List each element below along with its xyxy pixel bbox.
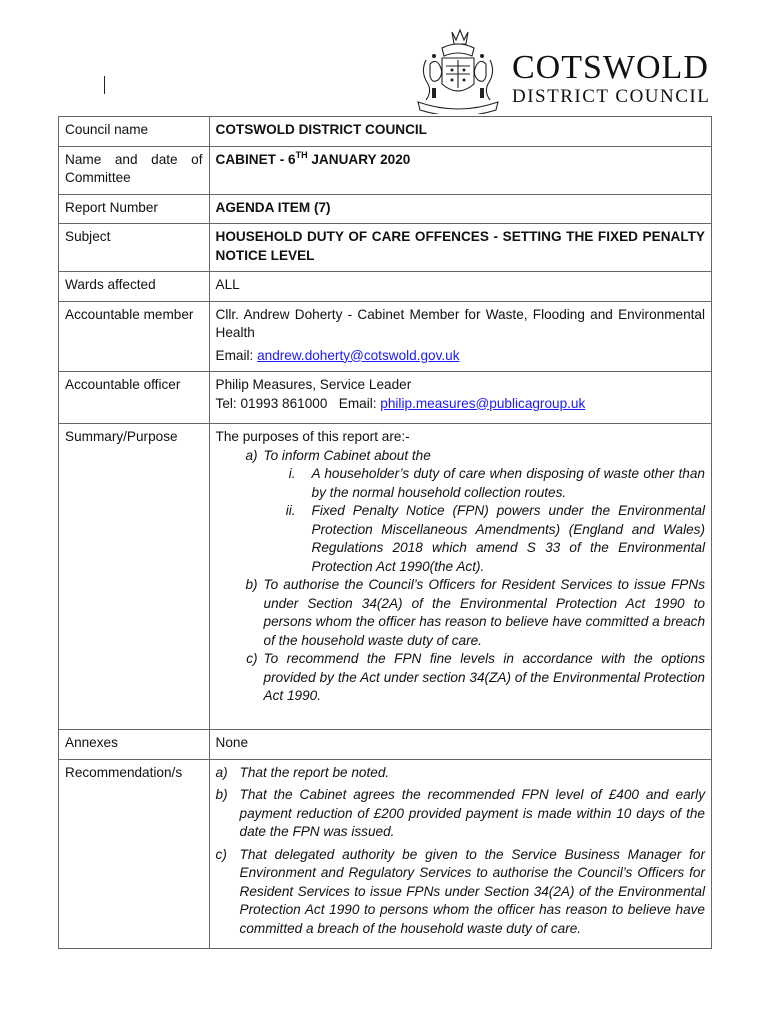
list-item <box>216 465 705 502</box>
table-row <box>59 224 712 272</box>
summary-intro: The purposes of this report are:- <box>215 429 410 444</box>
list-text: To authorise the Council’s Officers for Resident Services to issue FPNs under Section 34(2A) of the Environmental Protection Act 1990 to persons whom the officer has reason to believe have committed a breach of the household waste duty of care. <box>263 577 705 648</box>
accountable-officer-label: Accountable officer <box>59 372 210 424</box>
annexes-label: Annexes <box>59 730 210 760</box>
list-marker: c) <box>246 651 258 666</box>
date-suffix: TH <box>295 149 308 160</box>
list-item <box>216 447 705 466</box>
annexes-value: None <box>209 730 711 760</box>
table-row <box>59 301 712 372</box>
table-row <box>59 146 712 194</box>
list-item <box>216 502 705 576</box>
officer-contact-line <box>216 395 705 414</box>
list-item <box>216 576 705 650</box>
list-marker: a) <box>215 764 228 780</box>
list-marker: ii. <box>285 503 296 518</box>
list-text: That the report be noted. <box>239 764 390 780</box>
list-marker: i. <box>288 466 296 481</box>
report-number-label: Report Number <box>59 194 210 224</box>
table-row <box>59 117 712 147</box>
list-text: A householder’s duty of care when disposing of waste other than by the normal household collection routes. <box>311 466 705 500</box>
table-row <box>59 372 712 424</box>
list-marker: b) <box>215 787 228 802</box>
table-row <box>59 272 712 302</box>
wards-label: Wards affected <box>59 272 210 302</box>
recommendations-cell <box>209 759 711 949</box>
member-email-link[interactable]: andrew.doherty@cotswold.gov.uk <box>257 347 460 363</box>
list-text: Fixed Penalty Notice (FPN) powers under the Environmental Protection Miscellaneous Amendments) (England and Wales) Regulations 2018 which amend S 33 of the Environmental Protection Act 1990(the Act). <box>311 503 705 574</box>
subject-value: HOUSEHOLD DUTY OF CARE OFFENCES - SETTING THE FIXED PENALTY NOTICE LEVEL <box>209 224 711 272</box>
committee-label: Name and date of Committee <box>59 146 210 194</box>
subject-label: Subject <box>59 224 210 272</box>
list-marker: a) <box>245 447 258 463</box>
officer-email-label: Email: <box>338 395 381 411</box>
accountable-officer-value: Philip Measures, Service Leader <box>215 377 412 392</box>
summary-cell <box>209 424 711 730</box>
list-text: That delegated authority be given to the Service Business Manager for Environment and Regulatory Services to authorise the Council’s Officers for Resident Services to issue FPNs under Section 34(2A) of the Environmental Protection Act 1990 to persons whom the officer has reason to believe have committed a breach of the household waste duty of care. <box>239 846 705 936</box>
committee-value <box>209 146 711 194</box>
text-cursor <box>104 76 105 94</box>
list-text: To recommend the FPN fine levels in accordance with the options provided by the Act under section 34(ZA) of the Environmental Protection Act 1990. <box>263 651 705 703</box>
council-logo-text <box>512 49 711 108</box>
table-row <box>59 424 712 730</box>
summary-label: Summary/Purpose <box>59 424 210 730</box>
list-text: To inform Cabinet about the <box>263 447 431 463</box>
list-marker: b) <box>245 577 258 592</box>
committee-name: CABINET - 6 <box>215 151 296 167</box>
list-item <box>216 786 705 842</box>
list-text: That the Cabinet agrees the recommended FPN level of £400 and early payment reduction of £200 provided payment is made within 10 days of the date the FPN was issued. <box>239 787 705 839</box>
member-email-label: Email: <box>215 347 258 363</box>
council-crest-icon <box>412 26 504 114</box>
accountable-member-label: Accountable member <box>59 301 210 372</box>
list-item <box>216 764 705 783</box>
officer-email-link[interactable]: philip.measures@publicagroup.uk <box>380 395 586 411</box>
recommendations-label: Recommendation/s <box>59 759 210 949</box>
list-item <box>216 650 705 706</box>
table-row <box>59 730 712 760</box>
officer-tel: Tel: 01993 861000 <box>215 395 328 411</box>
council-name-value: COTSWOLD DISTRICT COUNCIL <box>209 117 711 147</box>
table-row <box>59 194 712 224</box>
report-number-value: AGENDA ITEM (7) <box>209 194 711 224</box>
list-marker: c) <box>215 846 227 862</box>
report-cover-table <box>58 116 712 949</box>
accountable-member-cell <box>209 301 711 372</box>
table-row <box>59 759 712 949</box>
committee-date: JANUARY 2020 <box>307 151 411 167</box>
member-email-line <box>216 347 705 366</box>
brand-line-2: DISTRICT COUNCIL <box>512 86 711 107</box>
accountable-officer-cell <box>209 372 711 424</box>
list-item <box>216 846 705 939</box>
accountable-member-value: Cllr. Andrew Doherty - Cabinet Member for Waste, Flooding and Environmental Health <box>215 306 705 340</box>
council-name-label: Council name <box>59 117 210 147</box>
wards-value: ALL <box>209 272 711 302</box>
brand-line-1: COTSWOLD <box>512 49 709 86</box>
